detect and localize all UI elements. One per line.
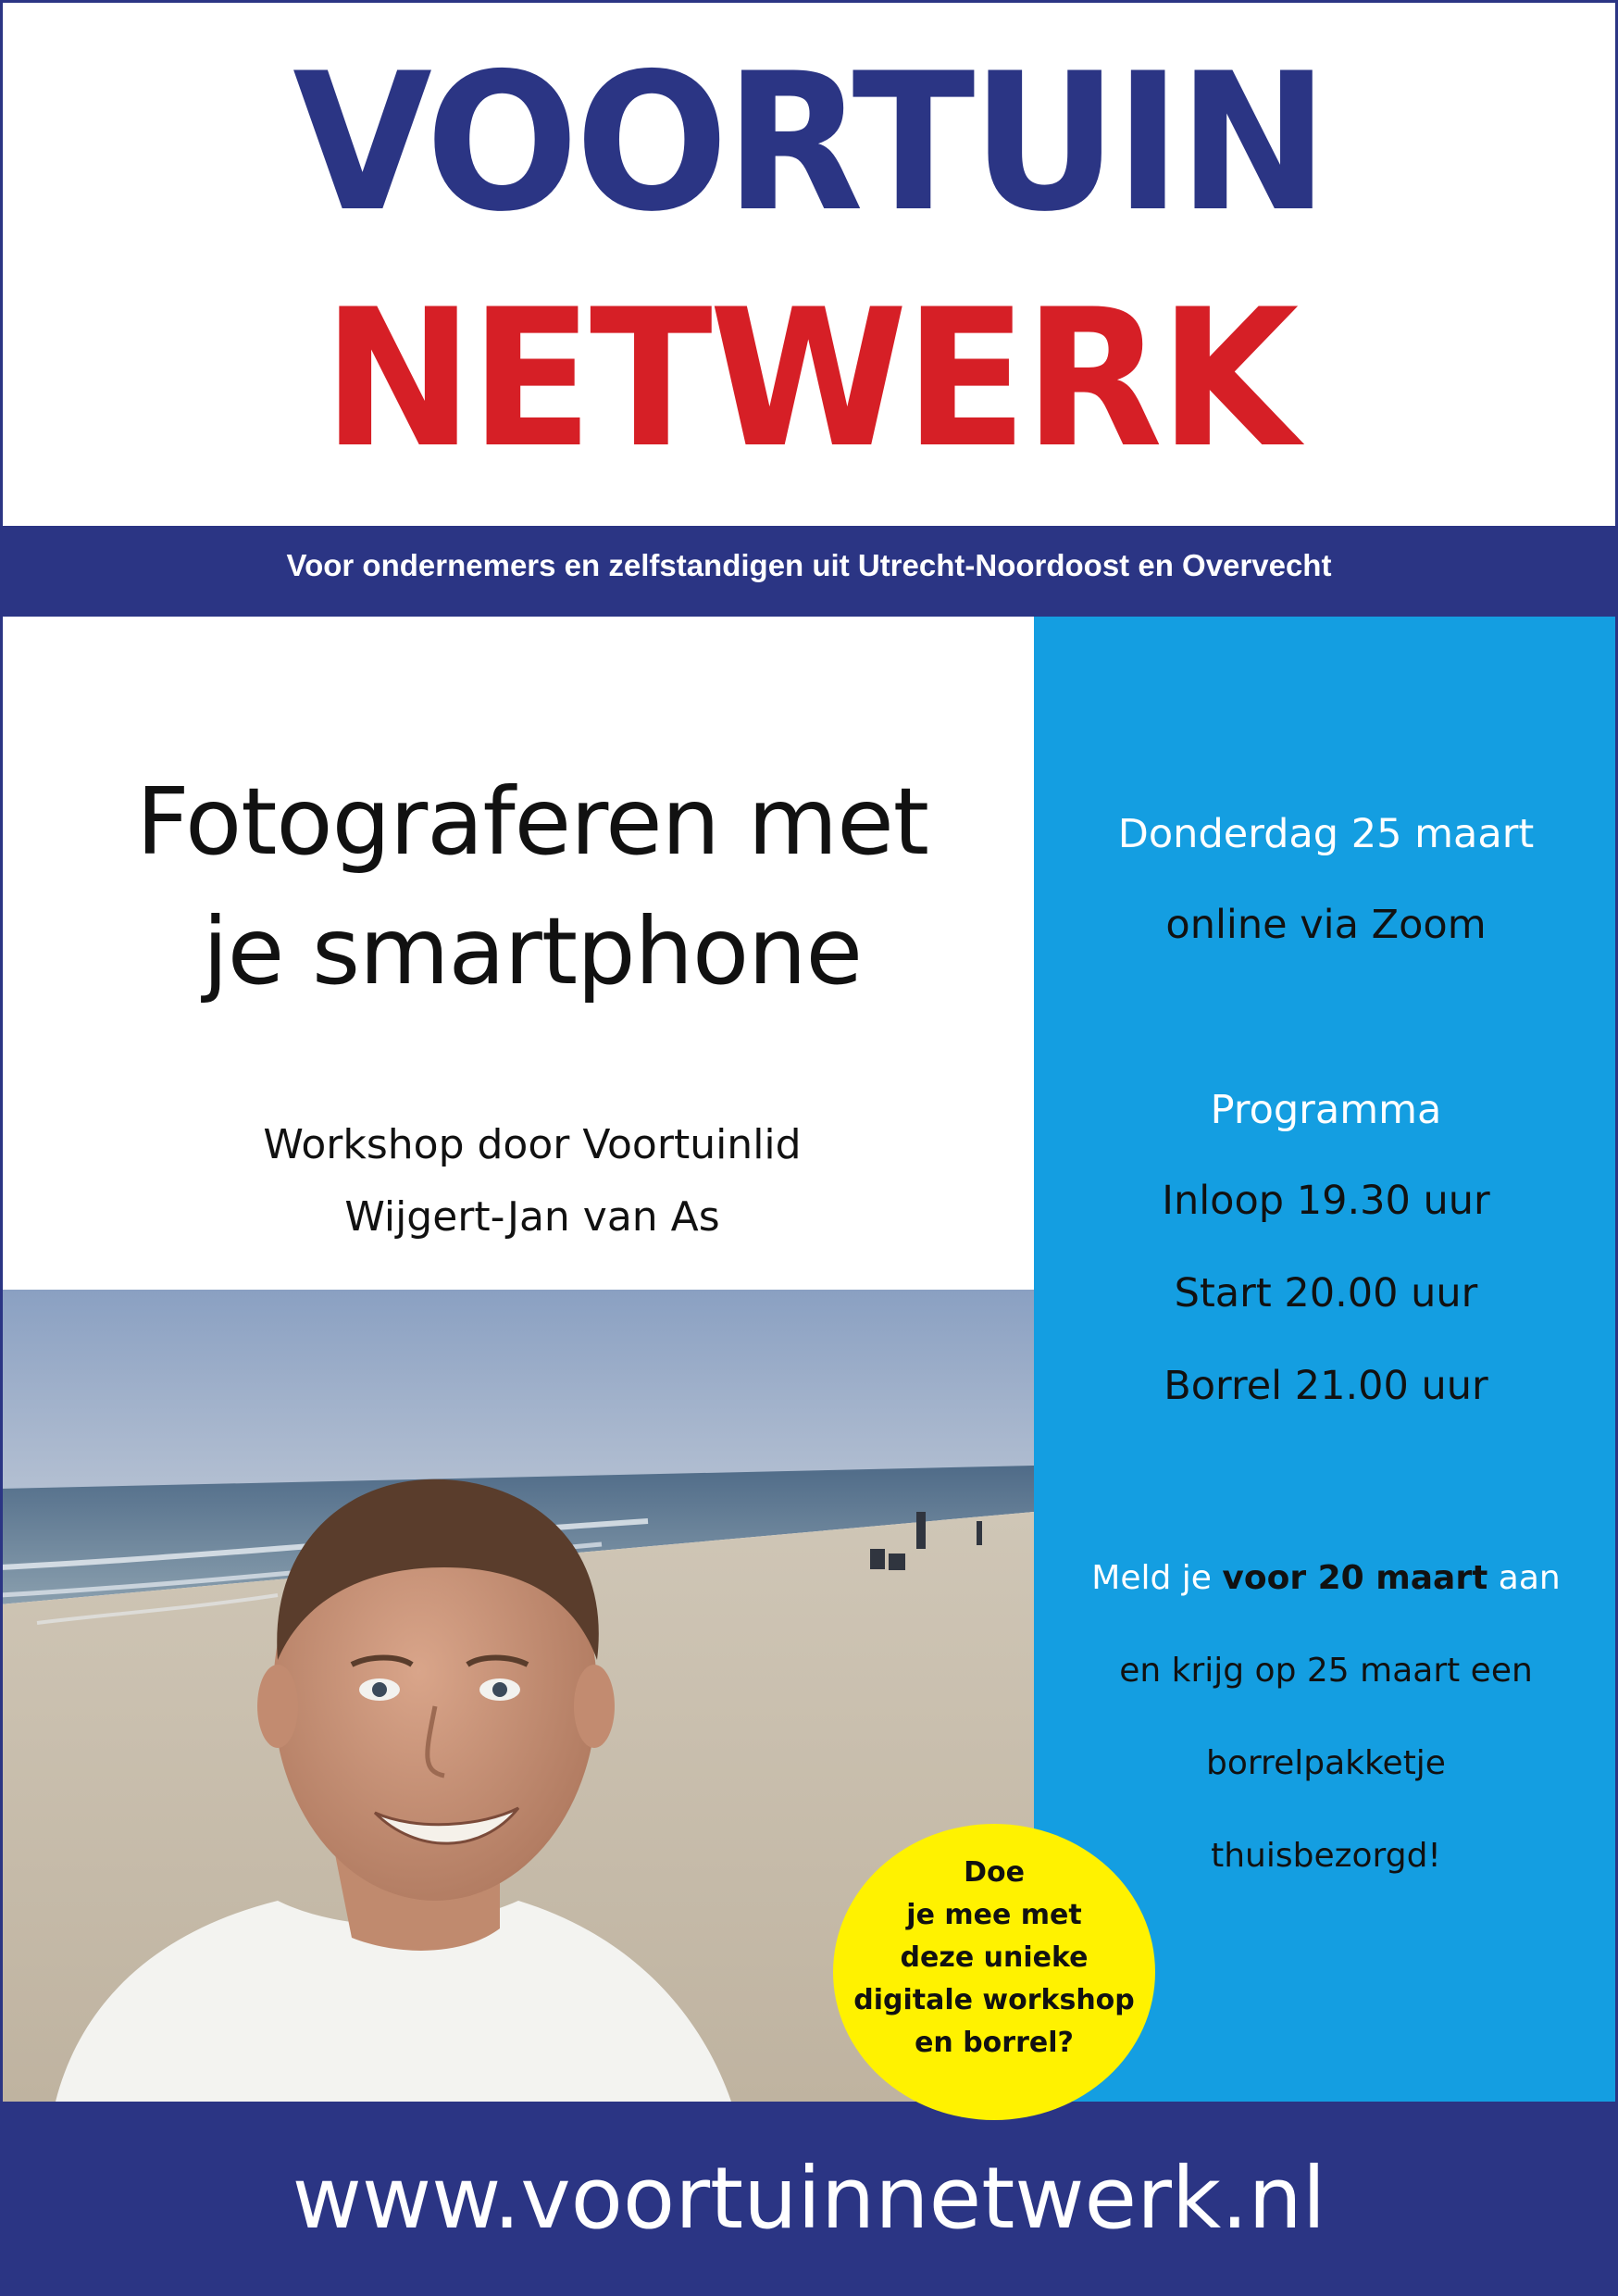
- headline: [28, 757, 1037, 1017]
- signup-note-line1: [1034, 1559, 1618, 1597]
- subtitle-text: Voor ondernemers en zelfstandigen uit Utrecht-Noordoost en Overvecht: [286, 548, 1332, 582]
- website-link[interactable]: www.voortuinnetwerk.nl: [292, 2149, 1326, 2248]
- signup-note-line2: en krijg op 25 maart een: [1119, 1652, 1533, 1690]
- callout-bubble: [833, 1824, 1155, 2120]
- event-location: online via Zoom: [1165, 902, 1487, 948]
- brand-title-line1: VOORTUIN: [292, 33, 1326, 254]
- program-item-borrel: Borrel 21.00 uur: [1164, 1363, 1488, 1409]
- brand-title-line2: NETWERK: [322, 269, 1296, 490]
- signup-note-prefix: Meld je: [1091, 1559, 1223, 1597]
- callout-text: Doe je mee met deze unieke digitale workshop en borrel?: [853, 1856, 1135, 2059]
- signup-note-suffix: aan: [1487, 1559, 1561, 1597]
- byline-line1: Workshop door Voortuinlid: [263, 1121, 802, 1168]
- footer-bar: [0, 2102, 1618, 2296]
- program-title: Programma: [1210, 1087, 1442, 1133]
- byline: [28, 1109, 1037, 1254]
- signup-note-highlight: voor 20 maart: [1222, 1559, 1488, 1597]
- byline-line2: Wijgert-Jan van As: [344, 1193, 720, 1241]
- signup-note-line3: borrelpakketje: [1206, 1744, 1446, 1782]
- program-item-start: Start 20.00 uur: [1174, 1270, 1478, 1316]
- event-date: Donderdag 25 maart: [1117, 811, 1535, 857]
- headline-line1: Fotograferen met: [136, 767, 928, 876]
- signup-note-line4: thuisbezorgd!: [1211, 1837, 1441, 1875]
- subtitle-bar: [0, 526, 1618, 617]
- headline-line2: je smartphone: [202, 897, 863, 1005]
- program-item-inloop: Inloop 19.30 uur: [1162, 1178, 1490, 1224]
